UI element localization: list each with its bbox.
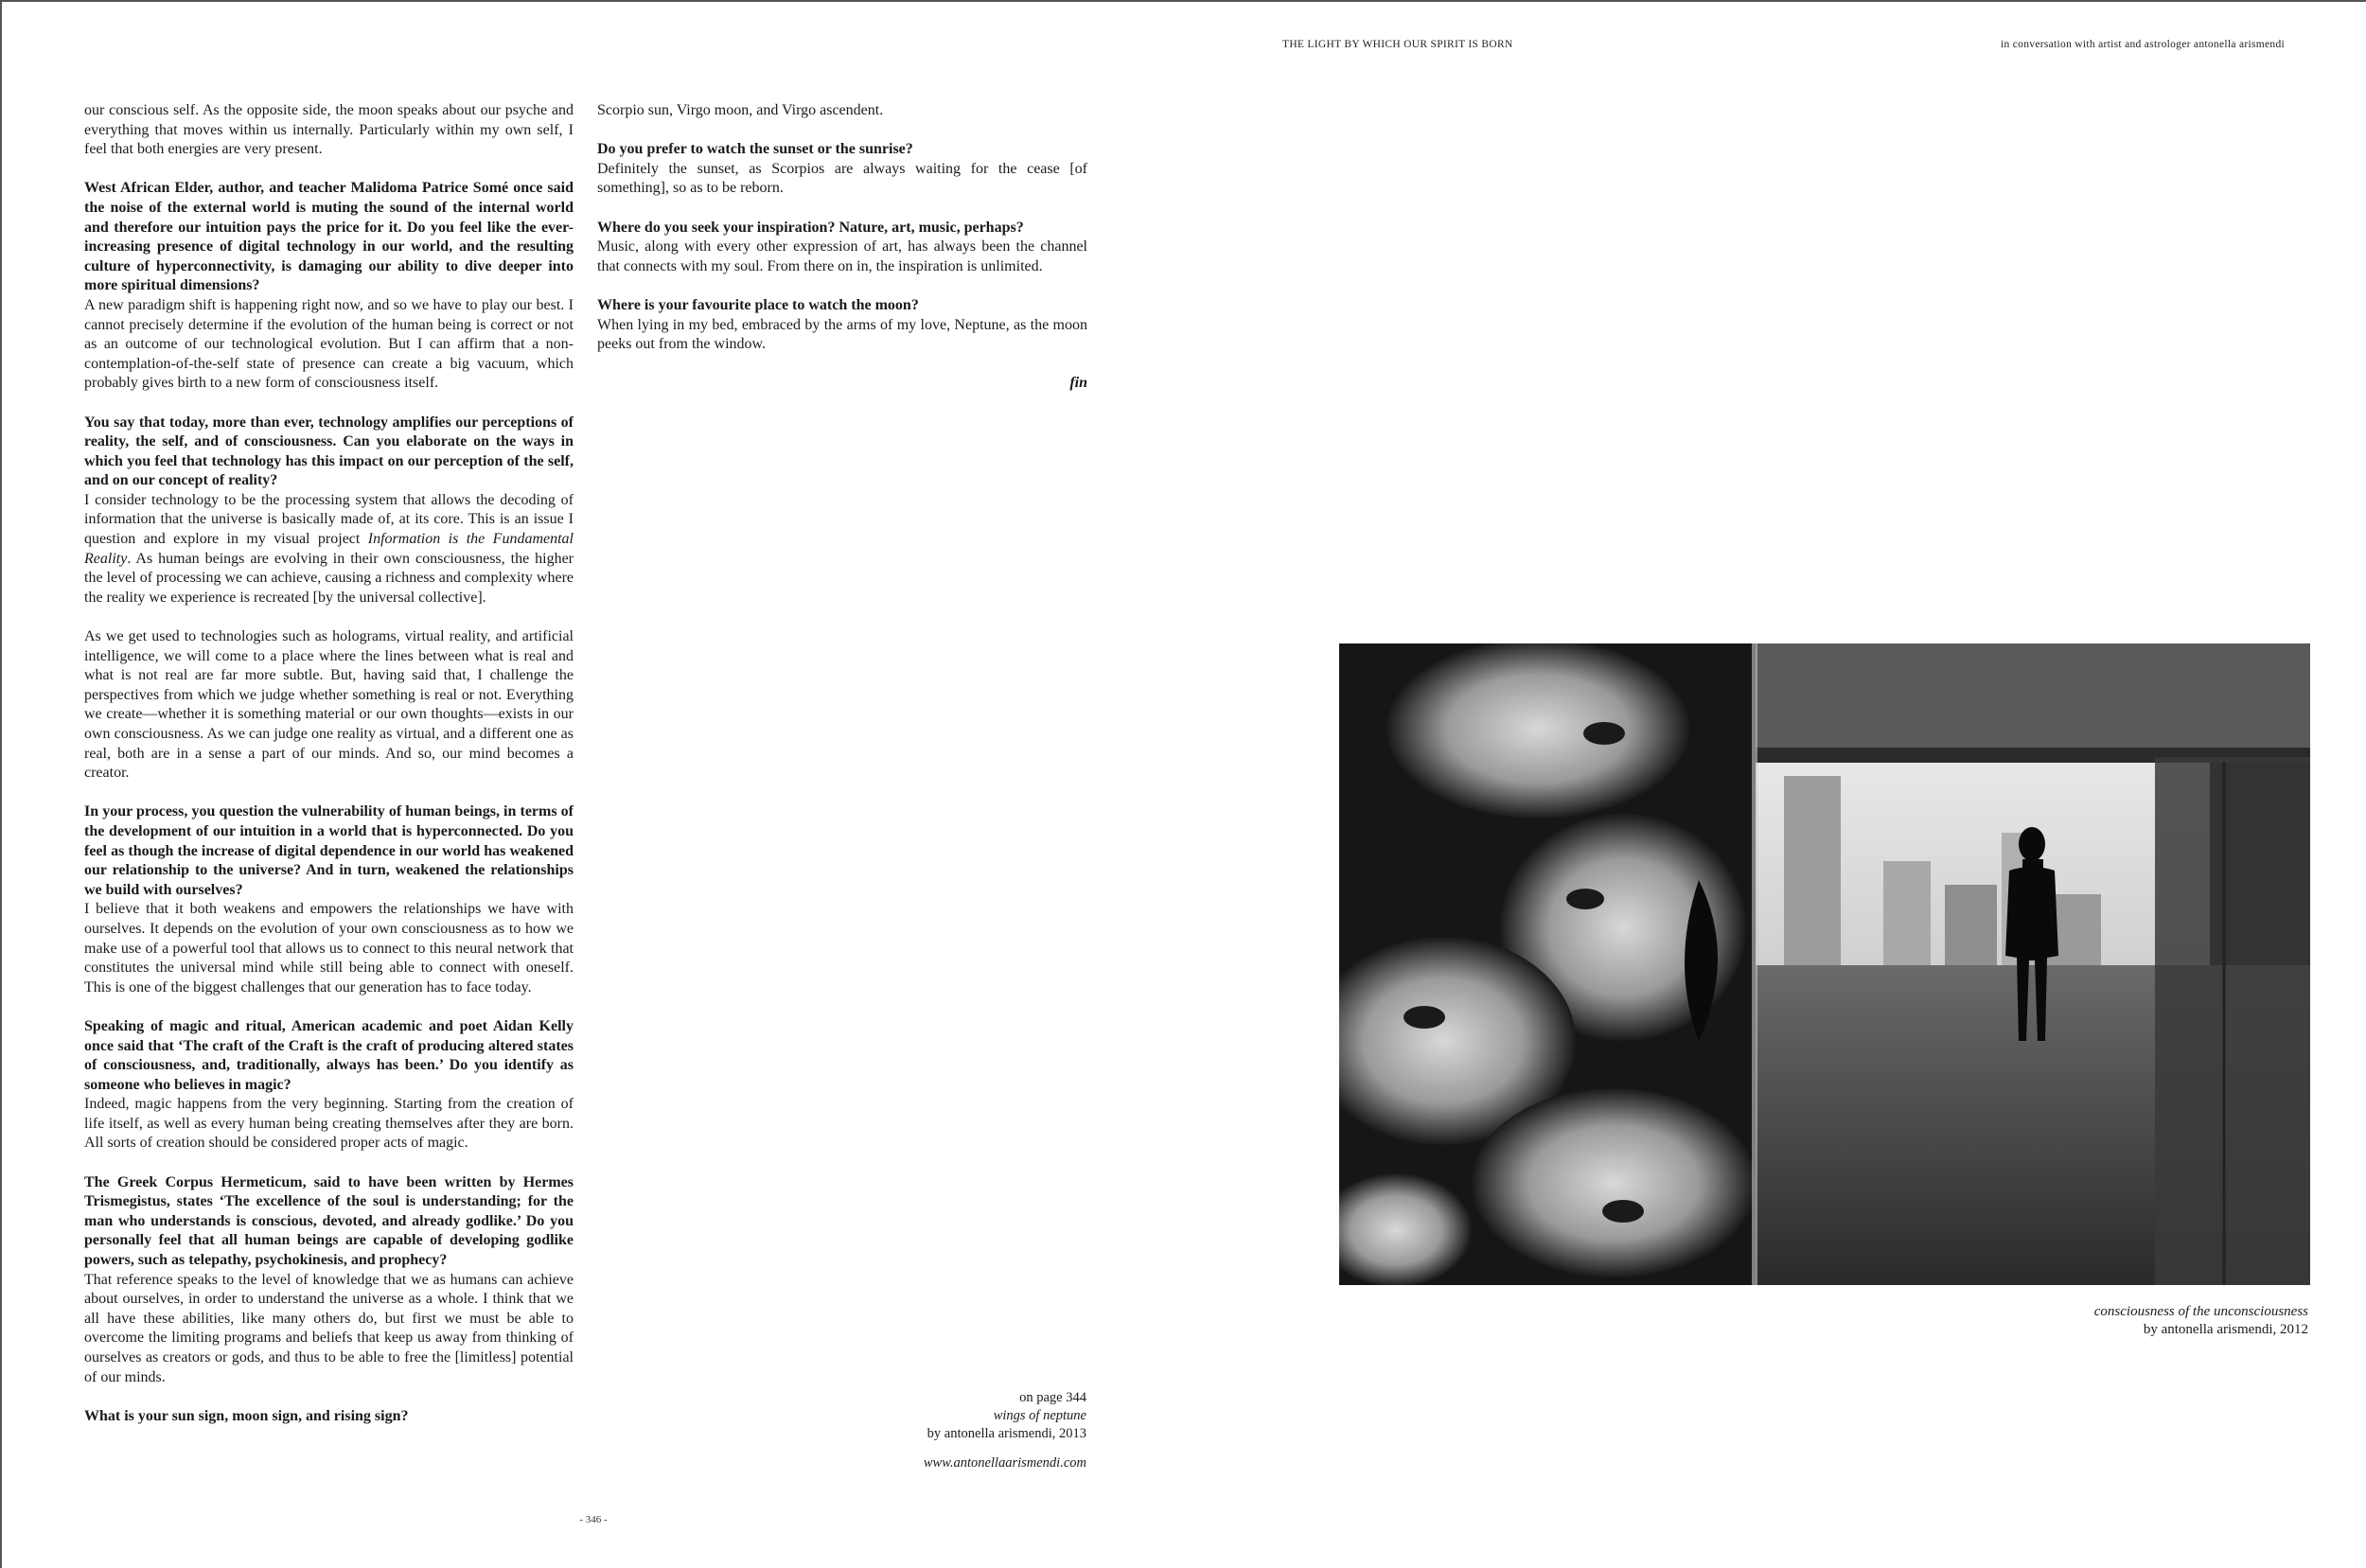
question: The Greek Corpus Hermeticum, said to have been written by Hermes Trismegistus, states ‘The excellence of the soul is understanding; for the man who understands is conscious, devoted, and already godlike.’ Do you personally feel that all human beings are capable of developing godlike powers, such as telepathy, psychokinesis, and prophecy? bbox=[84, 1173, 574, 1269]
answer-paragraph: When lying in my bed, embraced by the arms of my love, Neptune, as the moon peeks out from the window. bbox=[597, 316, 1087, 353]
text-column-middle bbox=[597, 101, 1087, 394]
question: Speaking of magic and ritual, American academic and poet Aidan Kelly once said that ‘The craft of the Craft is the craft of producing altered states of consciousness, and, traditionally, always has been.’ Do you identify as someone who believes in magic? bbox=[84, 1017, 574, 1093]
caption-title: consciousness of the unconsciousness bbox=[2093, 1304, 2308, 1319]
question: In your process, you question the vulnerability of human beings, in terms of the development of our intuition in a world that is hyperconnected. Do you feel as though the increase of digital dependence in our world has weakened our relationship to the universe? And in turn, weakened the relationships we build with ourselves? bbox=[84, 803, 574, 898]
text-column-left bbox=[84, 101, 574, 1426]
answer-paragraph: Scorpio sun, Virgo moon, and Virgo ascendent. bbox=[597, 102, 884, 118]
caption-byline: by antonella arismendi, 2012 bbox=[2143, 1322, 2308, 1337]
website-link[interactable]: www.antonellaarismendi.com bbox=[923, 1455, 1086, 1471]
photo-caption bbox=[2094, 1303, 2308, 1339]
question: West African Elder, author, and teacher Malidoma Patrice Somé once said the noise of the external world is muting the sound of the internal world and therefore our intuition pays the price for it. Do you feel like the ever-increasing presence of digital technology in our world, and the resulting culture of hyperconnectivity, is damaging our ability to dive deeper into more spiritual dimensions? bbox=[84, 180, 574, 294]
answer-paragraph: Music, along with every other expression of art, has always been the channel that connects with my soul. From there on in, the inspiration is unlimited. bbox=[597, 238, 1087, 274]
answer-paragraph: our conscious self. As the opposite side, the moon speaks about our psyche and everything that moves within us internally. Particularly within my own self, I feel that both energies are very present. bbox=[84, 102, 574, 158]
answer-paragraph: I consider technology to be the processing system that allows the decoding of information that the universe is basically made of, at its core. This is an issue I question and explore in my visual project Information is the Fundamental Reality. As human beings are evolving in their own consciousness, the higher the level of processing we can achieve, causing a richness and complexity where the reality we experience is recreated [by the universal collective]. bbox=[84, 491, 574, 606]
credit-artwork-title: wings of neptune bbox=[993, 1408, 1086, 1423]
answer-paragraph: Definitely the sunset, as Scorpios are always waiting for the cease [of something], so as to be reborn. bbox=[597, 160, 1087, 197]
artwork-photo bbox=[1339, 643, 2310, 1285]
credit-byline: by antonella arismendi, 2013 bbox=[927, 1426, 1086, 1441]
answer-paragraph: A new paradigm shift is happening right now, and so we have to play our best. I cannot precisely determine if the evolution of the human being is correct or not as an outcome of our technological evolution. But I can affirm that a non-contemplation-of-the-self state of presence can create a big vacuum, which probably gives birth to a new form of consciousness itself. bbox=[84, 296, 574, 392]
answer-paragraph: As we get used to technologies such as holograms, virtual reality, and artificial intelligence, we will come to a place where the lines between what is real and what is not real are far more subtle. But, having said that, I challenge the perspectives from which we judge whether something is real or not. Everything we create—whether it is something material or our own thoughts—exists in our own consciousness. As we can judge one reality as virtual, and a different one as real, both are in a sense a part of our minds. And so, our mind becomes a creator. bbox=[84, 628, 574, 782]
question: Where is your favourite place to watch the moon? bbox=[597, 296, 919, 313]
photo-illustration bbox=[1339, 643, 2310, 1285]
answer-paragraph: I believe that it both weakens and empowers the relationships we have with ourselves. It depends on the evolution of your own consciousness as to how we make use of a powerful tool that allows us to connect to this neural network that constitutes the universal mind while still being able to connect with oneself. This is one of the biggest challenges that our generation has to face today. bbox=[84, 901, 574, 995]
fin-mark: fin bbox=[1069, 375, 1087, 392]
image-credit bbox=[835, 1389, 1086, 1443]
question: What is your sun sign, moon sign, and rising sign? bbox=[84, 1407, 409, 1424]
question: Where do you seek your inspiration? Nature, art, music, perhaps? bbox=[597, 219, 1024, 236]
credit-page-ref: on page 344 bbox=[1019, 1390, 1086, 1405]
running-title-left: THE LIGHT BY WHICH OUR SPIRIT IS BORN bbox=[1282, 39, 1513, 50]
page-number: - 346 - bbox=[579, 1514, 608, 1525]
question: You say that today, more than ever, technology amplifies our perceptions of reality, the self, and of consciousness. Can you elaborate on the ways in which you feel that technology has this impact on our perception of the self, and on our concept of reality? bbox=[84, 414, 574, 489]
question: Do you prefer to watch the sunset or the sunrise? bbox=[597, 141, 913, 158]
running-title-right: in conversation with artist and astrologer antonella arismendi bbox=[2001, 39, 2285, 50]
answer-paragraph: That reference speaks to the level of knowledge that we as humans can achieve about ourselves, in order to understand the universe as a whole. I think that we all have these abilities, like many others do, but first we must be able to overcome the limiting programs and beliefs that keep us away from thinking of ourselves as creators or gods, and thus to be able to free the [limitless] potential of our minds. bbox=[84, 1271, 574, 1385]
answer-paragraph: Indeed, magic happens from the very beginning. Starting from the creation of life itself, as well as every human being creating themselves after they are born. All sorts of creation should be considered proper acts of magic. bbox=[84, 1096, 574, 1152]
project-title: Information is the Fundamental Reality bbox=[84, 531, 574, 567]
